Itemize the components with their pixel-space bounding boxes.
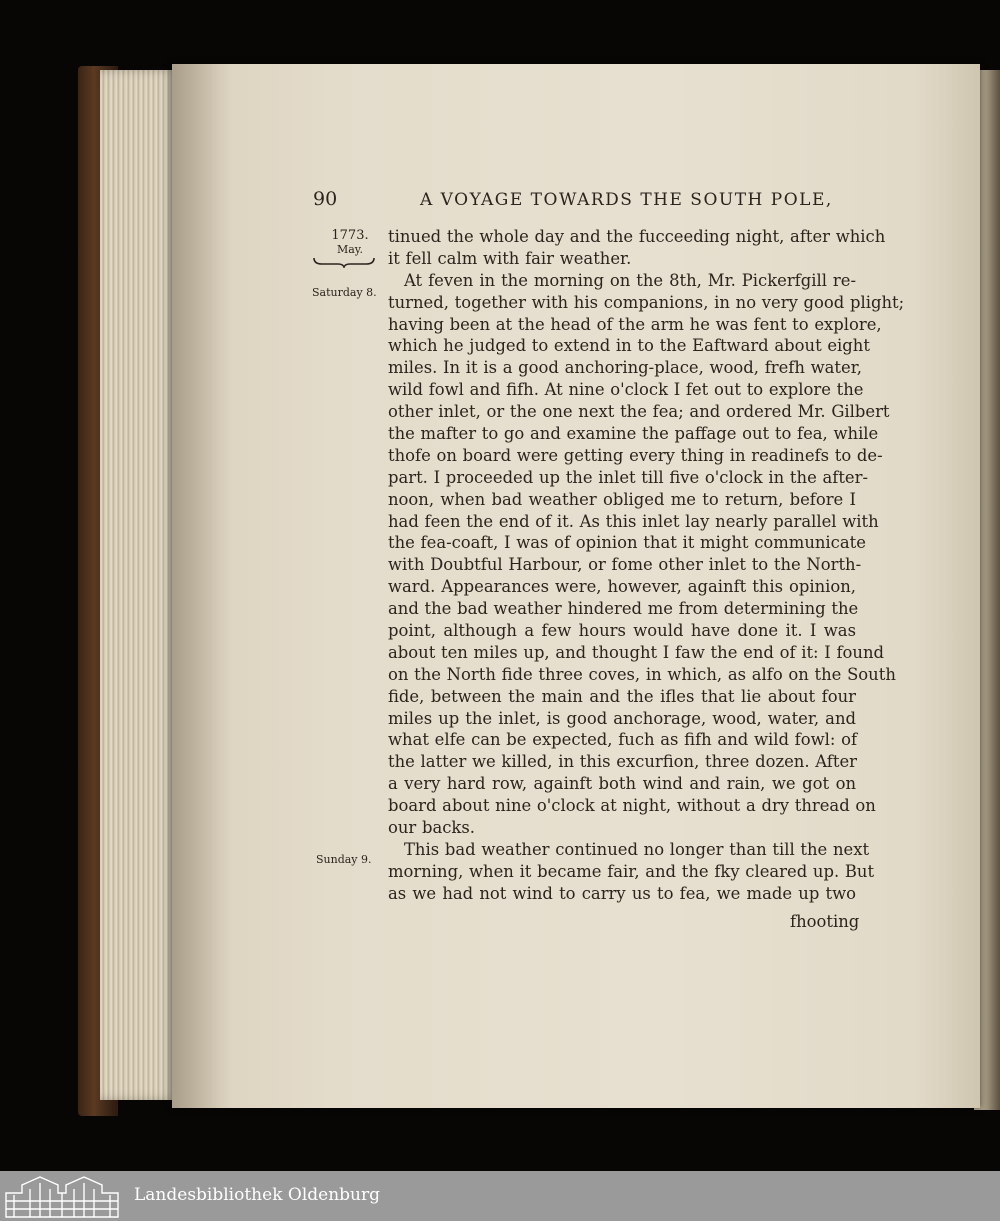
- text-line: the fea-coaft, I was of opinion that it might communicate: [388, 533, 866, 553]
- text-line: turned, together with his companions, in no very good plight;: [388, 292, 905, 312]
- text-line: miles. In it is a good anchoring-place, wood, frefh water,: [388, 358, 862, 378]
- text-line: morning, when it became fair, and the fky cleared up. But: [388, 861, 875, 881]
- margin-date-sunday: Sunday 9.: [316, 853, 372, 866]
- text-line: board about nine o'clock at night, without a dry thread on: [388, 796, 876, 816]
- text-line: fide, between the main and the ifles that lie about four: [388, 686, 856, 706]
- page-number: 90: [313, 188, 338, 210]
- running-head: A VOYAGE TOWARDS THE SOUTH POLE,: [420, 190, 833, 210]
- text-line: noon, when bad weather obliged me to return, before I: [388, 489, 856, 509]
- page-edges: [100, 70, 176, 1100]
- text-line: the latter we killed, in this excurfion, three dozen. After: [388, 752, 857, 772]
- text-line: it fell calm with fair weather.: [388, 248, 632, 268]
- text-line: At feven in the morning on the 8th, Mr. Pickerfgill re-: [404, 270, 856, 290]
- brace-icon: [312, 256, 376, 268]
- body-text: [388, 226, 905, 905]
- text-line: a very hard row, againft both wind and rain, we got on: [388, 774, 856, 794]
- margin-month: May.: [336, 243, 364, 256]
- text-line: and the bad weather hindered me from determining the: [388, 599, 859, 619]
- text-line: as we had not wind to carry us to fea, we made up two: [388, 883, 856, 903]
- margin-date-saturday: Saturday 8.: [312, 286, 377, 299]
- library-building-icon[interactable]: [0, 1171, 124, 1221]
- text-line: part. I proceeded up the inlet till five o'clock in the after-: [388, 467, 868, 487]
- text-line: This bad weather continued no longer than till the next: [404, 839, 870, 859]
- text-line: ward. Appearances were, however, againft this opinion,: [388, 577, 856, 597]
- text-line: having been at the head of the arm he was fent to explore,: [388, 314, 882, 334]
- text-line: thofe on board were getting every thing in readinefs to de-: [388, 445, 883, 465]
- text-line: on the North fide three coves, in which, as alfo on the South: [388, 664, 896, 684]
- text-line: had feen the end of it. As this inlet lay nearly parallel with: [388, 511, 879, 531]
- text-line: what elfe can be expected, fuch as fifh and wild fowl: of: [388, 730, 858, 750]
- text-line: tinued the whole day and the fucceeding night, after which: [388, 227, 886, 246]
- text-line: miles up the inlet, is good anchorage, wood, water, and: [388, 708, 856, 728]
- catchword: fhooting: [790, 912, 860, 931]
- text-line: which he judged to extend in to the Eaftward about eight: [388, 336, 870, 356]
- library-name[interactable]: Landesbibliothek Oldenburg: [134, 1185, 381, 1205]
- footer-bar: [0, 1171, 1000, 1221]
- margin-year: 1773.: [331, 228, 369, 243]
- text-line: point, although a few hours would have done it. I was: [388, 621, 856, 641]
- text-line: the mafter to go and examine the paffage out to fea, while: [388, 424, 879, 444]
- text-line: with Doubtful Harbour, or fome other inlet to the North-: [388, 555, 862, 575]
- text-line: about ten miles up, and thought I faw the end of it: I found: [388, 642, 885, 662]
- text-line: our backs.: [388, 818, 475, 838]
- text-line: wild fowl and fifh. At nine o'clock I fet out to explore the: [388, 380, 864, 400]
- text-line: other inlet, or the one next the fea; and ordered Mr. Gilbert: [388, 402, 890, 422]
- gutter-shadow: [172, 64, 232, 1108]
